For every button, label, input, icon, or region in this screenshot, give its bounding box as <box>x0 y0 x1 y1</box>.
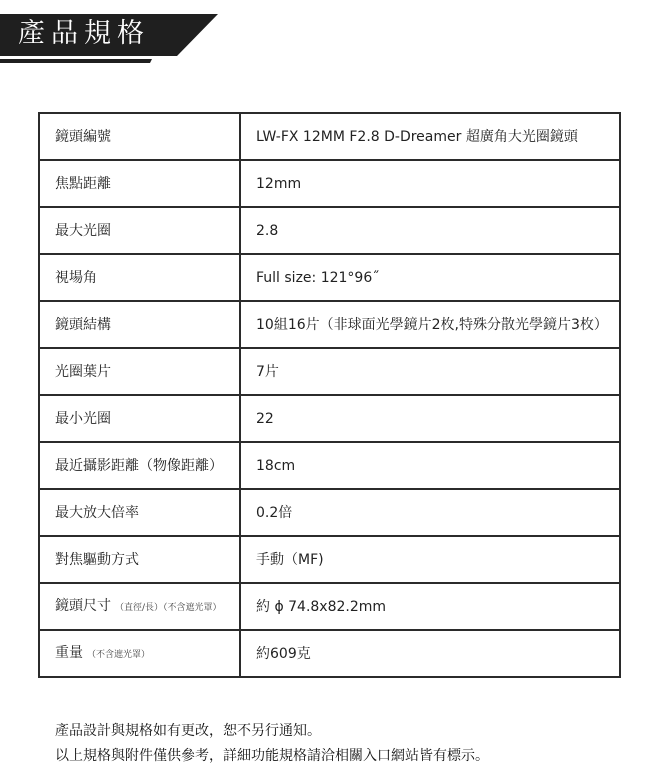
spec-value: 18cm <box>240 442 620 489</box>
page-title: 產品規格 <box>18 18 150 49</box>
spec-value: 2.8 <box>240 207 620 254</box>
table-row <box>39 160 620 207</box>
spec-label-cell <box>39 630 240 677</box>
footer-notes <box>55 719 489 769</box>
spec-label: 最近攝影距離（物像距離） <box>39 442 240 489</box>
spec-value: Full size: 121°96˝ <box>240 254 620 301</box>
spec-value: LW-FX 12MM F2.8 D-Dreamer 超廣角大光圈鏡頭 <box>240 113 620 160</box>
table-row <box>39 207 620 254</box>
spec-table <box>38 112 621 678</box>
table-row <box>39 442 620 489</box>
spec-value: 12mm <box>240 160 620 207</box>
spec-label: 鏡頭結構 <box>39 301 240 348</box>
footer-line: 以上規格與附件僅供參考，詳細功能規格請洽相關入口網站皆有標示。 <box>55 748 489 764</box>
spec-label: 鏡頭尺寸 <box>55 597 111 614</box>
spec-value: 22 <box>240 395 620 442</box>
spec-label: 對焦驅動方式 <box>39 536 240 583</box>
footer-line: 產品設計與規格如有更改，恕不另行通知。 <box>55 723 321 739</box>
spec-label: 最大光圈 <box>39 207 240 254</box>
spec-note: （直徑/長）（不含遮光罩） <box>115 602 222 613</box>
spec-value: 約 ϕ 74.8x82.2mm <box>240 583 620 630</box>
spec-label: 最大放大倍率 <box>39 489 240 536</box>
spec-label: 光圈葉片 <box>39 348 240 395</box>
spec-value: 手動（MF) <box>240 536 620 583</box>
spec-label: 最小光圈 <box>39 395 240 442</box>
table-row <box>39 254 620 301</box>
spec-value: 10組16片（非球面光學鏡片2枚,特殊分散光學鏡片3枚） <box>240 301 620 348</box>
spec-value: 約609克 <box>240 630 620 677</box>
table-row <box>39 395 620 442</box>
table-row <box>39 113 620 160</box>
spec-value: 0.2倍 <box>240 489 620 536</box>
spec-value: 7片 <box>240 348 620 395</box>
spec-note: （不含遮光罩） <box>87 649 151 660</box>
table-row <box>39 301 620 348</box>
spec-label: 重量 <box>55 644 83 661</box>
table-row <box>39 348 620 395</box>
spec-label: 視場角 <box>39 254 240 301</box>
table-row <box>39 583 620 630</box>
spec-label: 鏡頭編號 <box>39 113 240 160</box>
table-row <box>39 630 620 677</box>
spec-label: 焦點距離 <box>39 160 240 207</box>
spec-label-cell <box>39 583 240 630</box>
section-header <box>0 0 650 70</box>
table-row <box>39 536 620 583</box>
table-row <box>39 489 620 536</box>
